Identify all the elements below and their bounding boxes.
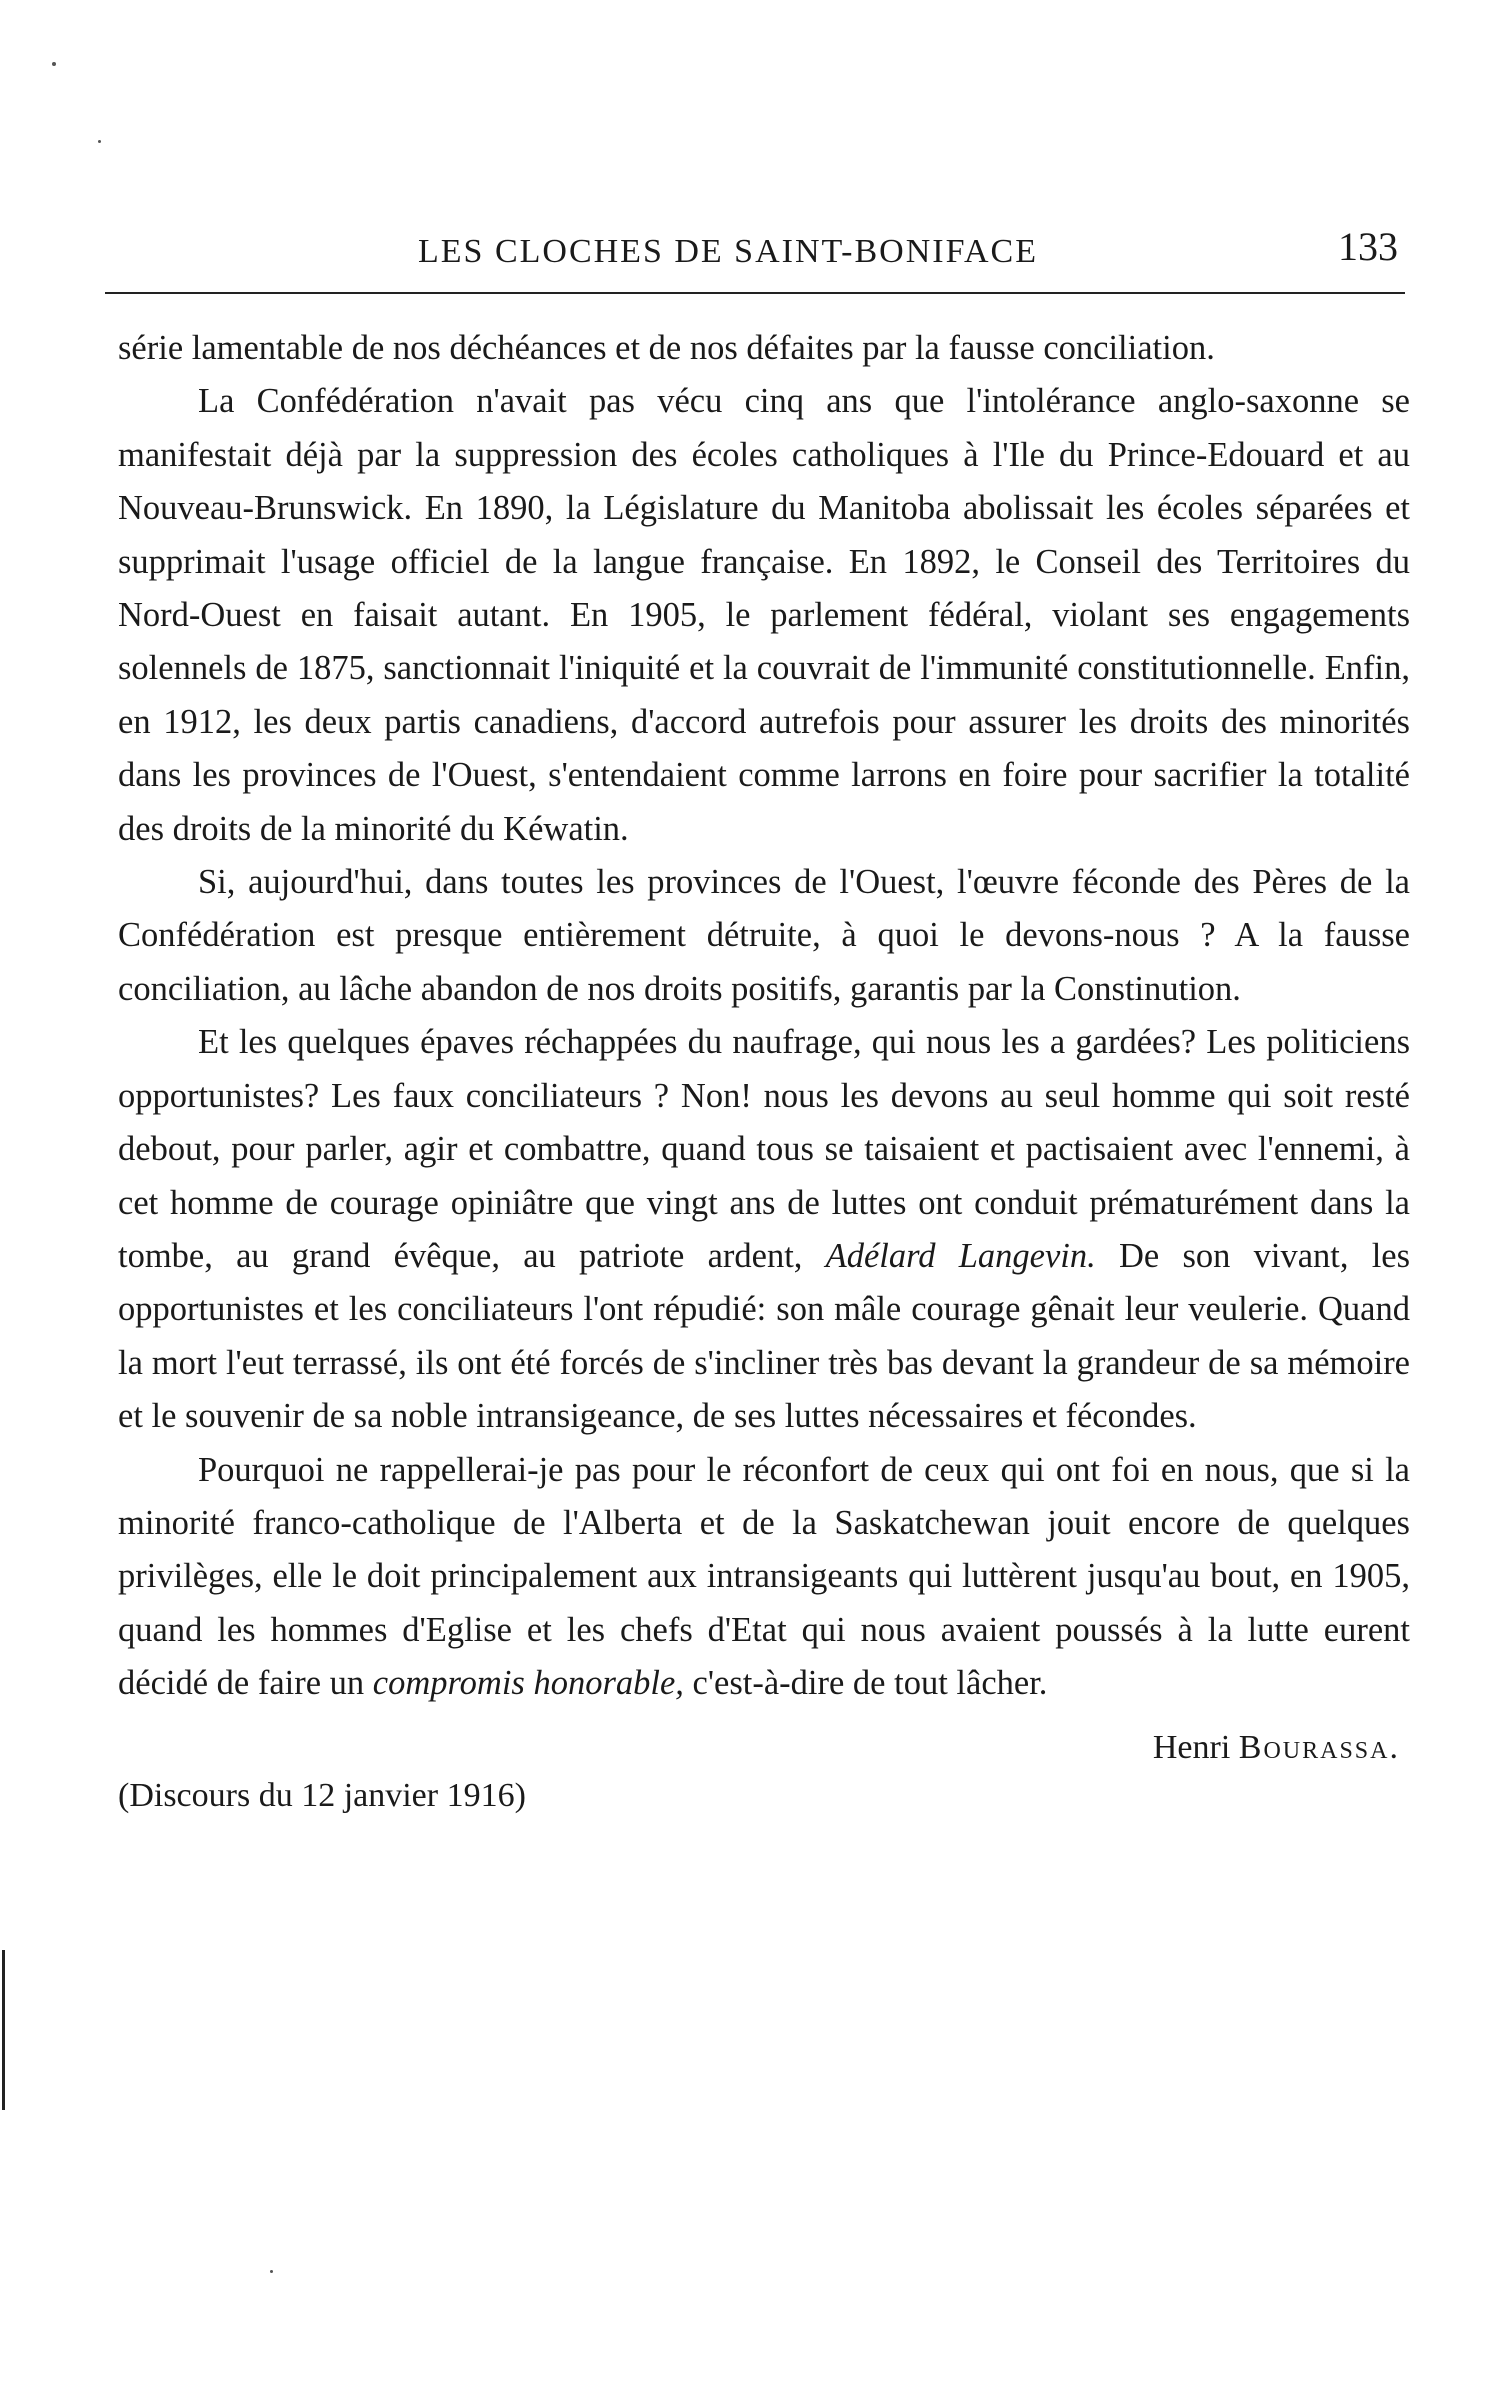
paragraph-5-italic: compromis honorable, [372, 1664, 684, 1703]
running-title: LES CLOCHES DE SAINT-BONIFACE [418, 233, 1038, 270]
paragraph-4-text-a: Et les quelques épaves réchappées du naufrage, qui nous les a gardées? Les politiciens opportunistes? Les faux conciliateurs ? Non! nous les devons au seul homme qui soit resté debout, pour parler, agir et combattre, quand tous se taisaient et pactisaient avec l'ennemi, à cet homme de courage opiniâtre que vingt ans de luttes ont conduit prématurément dans la tombe, au grand évêque, au patriote ardent, [118, 1023, 1410, 1275]
body-text [118, 322, 1410, 1821]
paragraph-4 [118, 1016, 1410, 1443]
paragraph-2: La Confédération n'avait pas vécu cinq ans que l'intolérance anglo-saxonne se manifestait déjà par la suppression des écoles catholiques à l'Ile du Prince-Edouard et au Nouveau-Brunswick. En 1890, la Législature du Manitoba abolissait les écoles séparées et supprimait l'usage officiel de la langue française. En 1892, le Conseil des Territoires du Nord-Ouest en faisait autant. En 1905, le parlement fédéral, violant ses engagements solennels de 1875, sanctionnait l'iniquité et la couvrait de l'immunité constitutionnelle. Enfin, en 1912, les deux partis canadiens, d'accord autrefois pour assurer les droits des minorités dans les provinces de l'Ouest, s'entendaient comme larrons en foire pour sacrifier la totalité des droits de la minorité du Kéwatin. [118, 382, 1410, 848]
paragraph-5-text-a: Pourquoi ne rappellerai-je pas pour le réconfort de ceux qui ont foi en nous, que si la minorité franco-catholique de l'Alberta et de la Saskatchewan jouit encore de quelques privilèges, elle le doit principalement aux intransigeants qui luttèrent jusqu'au bout, en 1905, quand les hommes d'Eglise et les chefs d'Etat qui nous avaient poussés à la lutte eurent décidé de faire un [118, 1450, 1410, 1703]
closing-block [118, 1711, 1410, 1821]
paragraph-1: série lamentable de nos déchéances et de nos défaites par la fausse conciliation. [118, 329, 1215, 367]
page-number: 133 [1338, 224, 1398, 269]
source-citation: (Discours du 12 janvier 1916) [118, 1776, 526, 1814]
scan-speck [98, 140, 101, 143]
paragraph-5-text-b: c'est-à-dire de tout lâcher. [692, 1664, 1048, 1703]
signature-first-name: Henri [1152, 1728, 1231, 1766]
paragraph-5 [118, 1444, 1410, 1711]
page-header [118, 205, 1418, 285]
header-rule [105, 292, 1405, 294]
margin-scan-mark [2, 1950, 5, 2110]
signature [1153, 1721, 1400, 1774]
signature-last-name: Bourassa. [1238, 1728, 1400, 1766]
scan-speck [52, 62, 56, 66]
paragraph-3: Si, aujourd'hui, dans toutes les provinces de l'Ouest, l'œuvre féconde des Pères de la Confédération est presque entièrement détruite, à quoi le devons-nous ? A la fausse conciliation, au lâche abandon de nos droits positifs, garantis par la Constinution. [118, 863, 1410, 1008]
paragraph-4-text-b: De son vivant, les opportunistes et les conciliateurs l'ont répudié: son mâle courage gênait leur veulerie. Quand la mort l'eut terrassé, ils ont été forcés de s'incliner très bas devant la grandeur de sa mémoire et le souvenir de sa noble intransigeance, de ses luttes nécessaires et fécondes. [118, 1236, 1411, 1436]
scan-speck [270, 2270, 273, 2273]
paragraph-4-name: Adélard Langevin. [825, 1236, 1096, 1275]
